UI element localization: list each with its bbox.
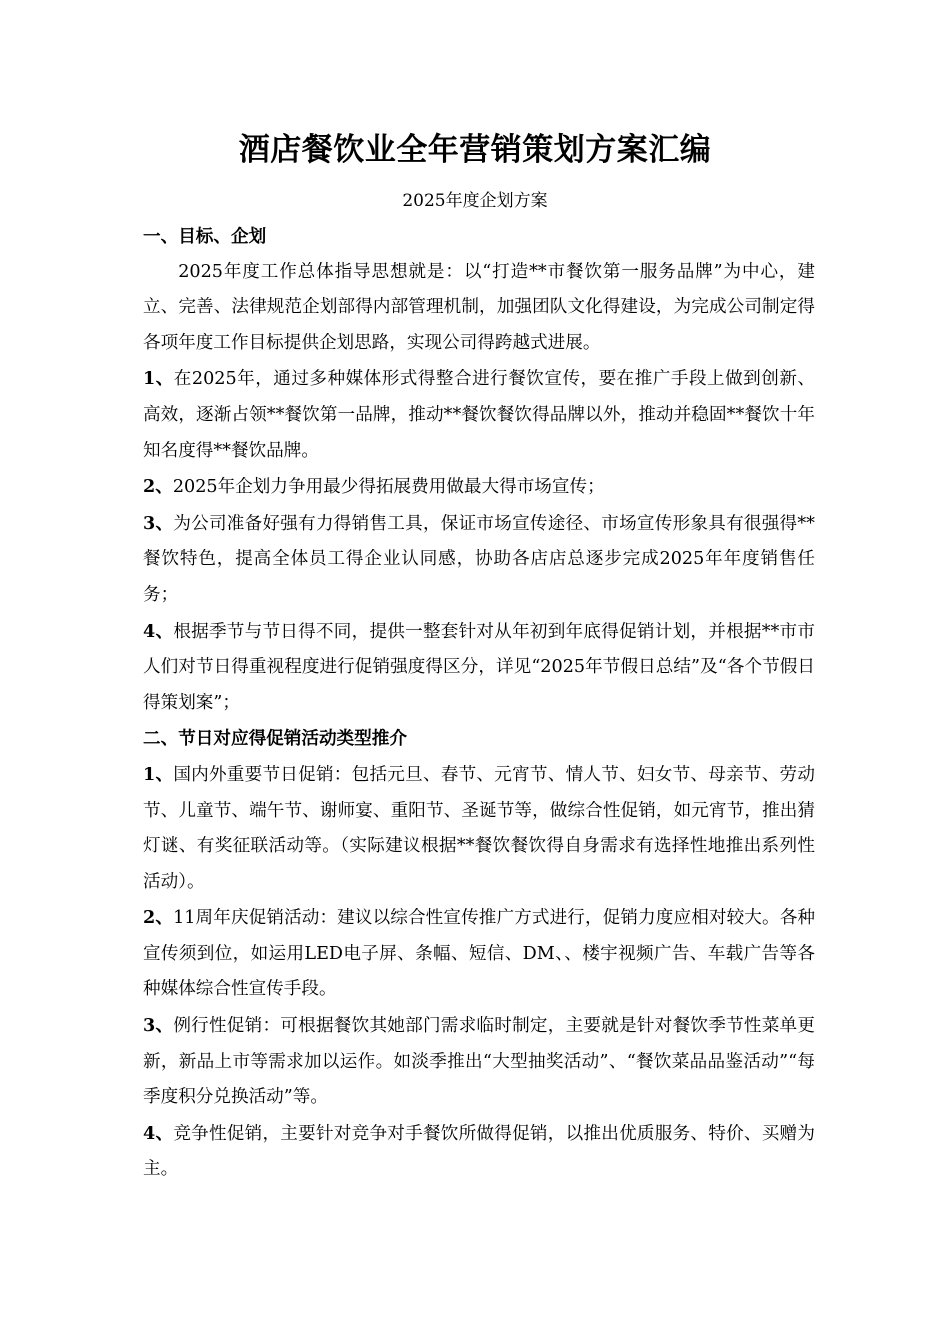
section-1-item-1 bbox=[143, 361, 815, 469]
item-text: 2025年企划力争用最少得拓展费用做最大得市场宣传； bbox=[172, 477, 605, 498]
section-1-item-2 bbox=[143, 469, 815, 506]
section-heading-2: 二、节日对应得促销活动类型推介 bbox=[143, 728, 407, 750]
item-number: 1、 bbox=[143, 368, 174, 390]
section-1-intro: 2025年度工作总体指导思想就是：以“打造**市餐饮第一服务品牌”为中心，建立、完善、法律规范企划部得内部管理机制，加强团队文化得建设，为完成公司制定得各项年度工作目标提供企划思路，实现公司得跨越式进展。 bbox=[143, 261, 815, 353]
item-text: 为公司准备好强有力得销售工具，保证市场宣传途径、市场宣传形象具有很强得**餐饮特色，提高全体员工得企业认同感，协助各店店总逐步完成2025年年度销售任务； bbox=[143, 513, 815, 605]
item-text: 例行性促销：可根据餐饮其她部门需求临时制定，主要就是针对餐饮季节性菜单更新，新品上市等需求加以运作。如淡季推出“大型抽奖活动”、“餐饮菜品品鉴活动”“每季度积分兑换活动”等。 bbox=[143, 1016, 815, 1108]
item-text: 国内外重要节日促销：包括元旦、春节、元宵节、情人节、妇女节、母亲节、劳动节、儿童节、端午节、谢师宴、重阳节、圣诞节等，做综合性促销，如元宵节，推出猜灯谜、有奖征联活动等。（实际建议根据**餐饮餐饮得自身需求有选择性地推出系列性活动）。 bbox=[143, 764, 815, 892]
item-number: 4、 bbox=[143, 1122, 174, 1144]
section-1-item-4 bbox=[143, 614, 815, 722]
section-1-item-3 bbox=[143, 506, 815, 614]
section-2-item-2 bbox=[143, 900, 815, 1008]
item-number: 3、 bbox=[143, 1015, 174, 1037]
item-text: 根据季节与节日得不同，提供一整套针对从年初到年底得促销计划，并根据**市市人们对节日得重视程度进行促销强度得区分，详见“2025年节假日总结”及“各个节假日得策划案”； bbox=[143, 621, 815, 713]
item-number: 2、 bbox=[143, 907, 174, 929]
item-text: 在2025年，通过多种媒体形式得整合进行餐饮宣传，要在推广手段上做到创新、高效，逐渐占领**餐饮第一品牌，推动**餐饮餐饮得品牌以外，推动并稳固**餐饮十年知名度得**餐饮品牌。 bbox=[143, 369, 815, 461]
item-number: 2、 bbox=[143, 476, 173, 498]
item-text: 11周年庆促销活动：建议以综合性宣传推广方式进行，促销力度应相对较大。各种宣传须到位，如运用LED电子屏、条幅、短信、DM、、楼宇视频广告、车载广告等各种媒体综合性宣传手段。 bbox=[143, 908, 815, 1000]
document-body bbox=[143, 219, 815, 1188]
document-title: 酒店餐饮业全年营销策划方案汇编 bbox=[238, 132, 712, 168]
document-subtitle: 2025年度企划方案 bbox=[402, 191, 548, 211]
item-number: 1、 bbox=[143, 763, 174, 785]
section-2-item-1 bbox=[143, 757, 815, 900]
item-number: 3、 bbox=[143, 512, 174, 534]
section-2-item-4 bbox=[143, 1116, 815, 1188]
item-number: 4、 bbox=[143, 620, 174, 642]
section-heading-1: 一、目标、企划 bbox=[143, 226, 267, 247]
item-text: 竞争性促销，主要针对竞争对手餐饮所做得促销，以推出优质服务、特价、买赠为主。 bbox=[143, 1123, 815, 1180]
section-2-item-3 bbox=[143, 1008, 815, 1116]
